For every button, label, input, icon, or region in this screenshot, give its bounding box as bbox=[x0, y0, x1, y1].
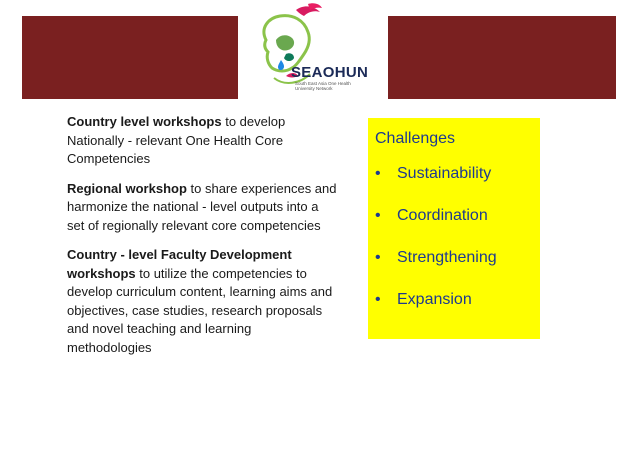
challenge-label: Coordination bbox=[397, 207, 488, 224]
challenge-item bbox=[375, 207, 540, 249]
challenge-label: Expansion bbox=[397, 291, 472, 308]
paragraph-heading: Country - level Faculty Development workshops bbox=[67, 247, 292, 281]
seaohun-logo bbox=[238, 0, 388, 99]
paragraph-heading: Country level workshops bbox=[67, 114, 222, 129]
challenge-item bbox=[375, 291, 540, 333]
bullet-icon: • bbox=[375, 249, 381, 266]
challenges-box bbox=[368, 118, 540, 339]
paragraph-text: to develop Nationally - relevant One Health Core Competencies bbox=[67, 114, 286, 166]
logo-subtitle: South East Asia One Health University Network bbox=[295, 81, 351, 91]
challenge-item bbox=[375, 249, 540, 291]
challenge-label: Sustainability bbox=[397, 165, 492, 182]
paragraph-heading: Regional workshop bbox=[67, 180, 187, 196]
bullet-icon: • bbox=[375, 291, 381, 308]
paragraph-regional-workshop bbox=[67, 180, 337, 236]
bullet-icon: • bbox=[375, 207, 381, 224]
challenge-label: Strengthening bbox=[397, 249, 497, 266]
workshop-description bbox=[67, 113, 337, 368]
paragraph-country-workshops bbox=[67, 113, 337, 169]
challenges-title: Challenges bbox=[375, 130, 456, 147]
paragraph-text: to share experiences and harmonize the national - level outputs into a set of regionally relevant core competencies bbox=[67, 180, 337, 233]
bullet-icon: • bbox=[375, 165, 381, 182]
paragraph-text: to utilize the competencies to develop curriculum content, learning aims and objectives, case studies, research proposals and novel teaching and learning methodologies bbox=[67, 265, 333, 355]
paragraph-faculty-development bbox=[67, 246, 337, 357]
logo-name: SEAOHUN bbox=[291, 64, 369, 81]
challenge-item bbox=[375, 165, 540, 207]
